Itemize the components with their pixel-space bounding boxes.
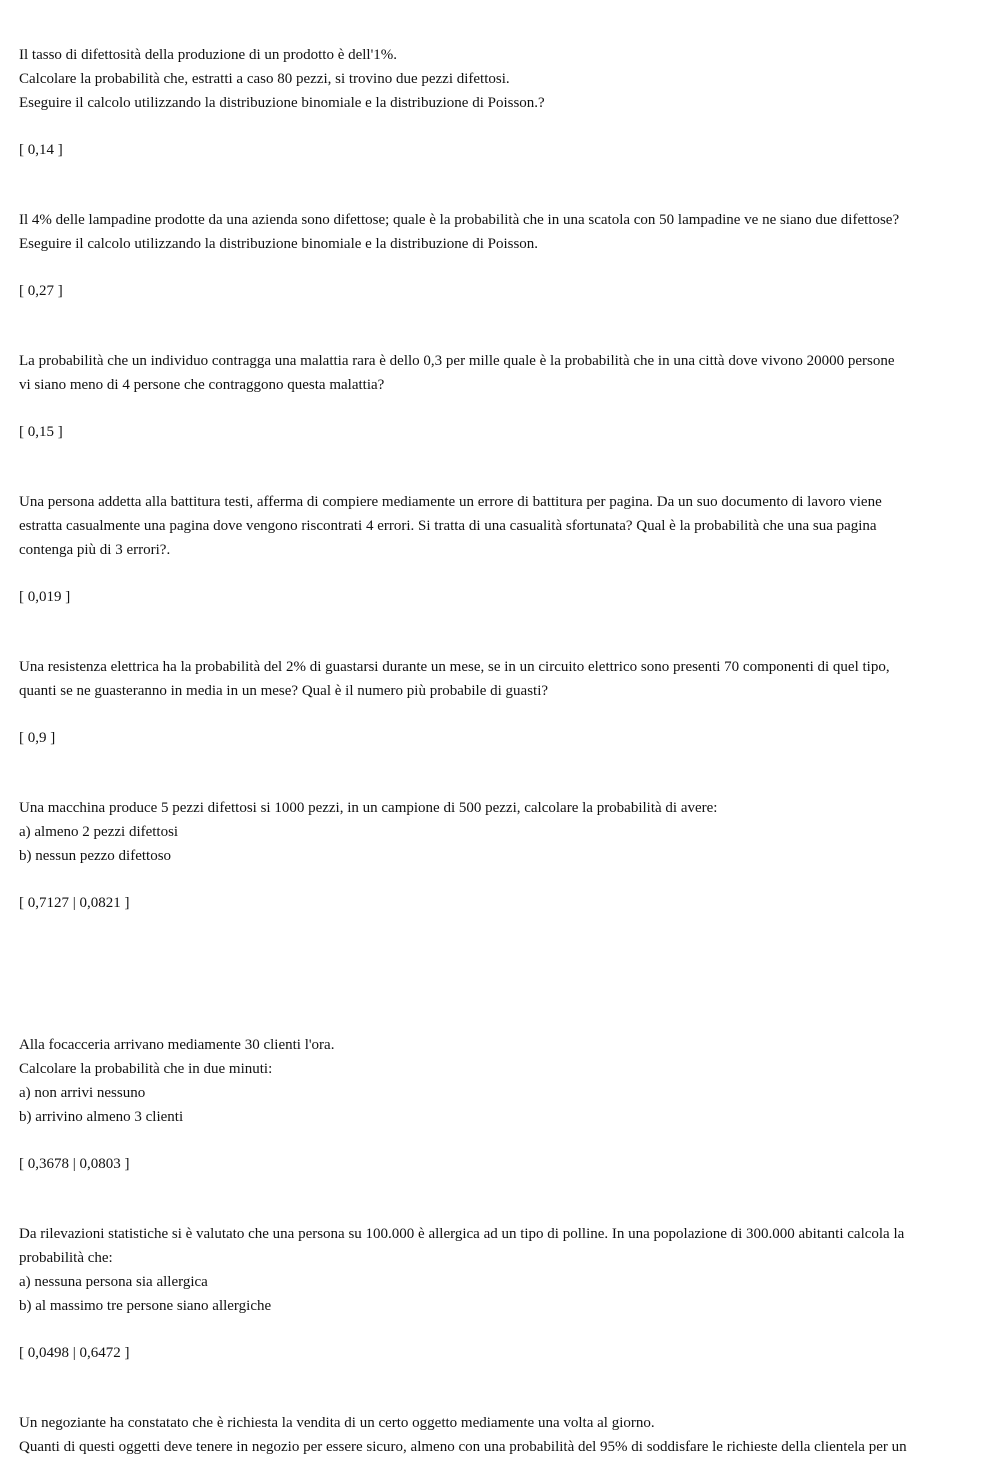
problem-text-line: Eseguire il calcolo utilizzando la distribuzione binomiale e la distribuzione di Poisson.? — [19, 95, 545, 111]
problem-answer: [ 0,3678 | 0,0803 ] — [19, 1156, 130, 1172]
problem-text-line: Una resistenza elettrica ha la probabilità del 2% di guastarsi durante un mese, se in un circuito elettrico sono presenti 70 componenti di quel tipo, — [19, 659, 890, 675]
problem-9 — [19, 1411, 969, 1459]
problem-8 — [19, 1222, 969, 1365]
problem-text-line: b) al massimo tre persone siano allergiche — [19, 1298, 272, 1314]
problem-text-line: La probabilità che un individuo contragga una malattia rara è dello 0,3 per mille quale è la probabilità che in una città dove vivono 20000 persone — [19, 353, 895, 369]
problem-answer: [ 0,14 ] — [19, 142, 63, 158]
problem-text-line: Calcolare la probabilità che in due minuti: — [19, 1061, 273, 1077]
problem-text-line: estratta casualmente una pagina dove vengono riscontrati 4 errori. Si tratta di una casualità sfortunata? Qual è la probabilità che una sua pagina — [19, 518, 877, 534]
problem-2 — [19, 208, 969, 303]
problem-6 — [19, 796, 969, 915]
problem-text-line: a) nessuna persona sia allergica — [19, 1274, 208, 1290]
problem-answer: [ 0,15 ] — [19, 424, 63, 440]
problem-answer: [ 0,019 ] — [19, 589, 71, 605]
spacer — [19, 303, 969, 349]
problem-7 — [19, 1033, 969, 1176]
problem-text-line: probabilità che: — [19, 1250, 113, 1266]
problem-text-line: vi siano meno di 4 persone che contraggono questa malattia? — [19, 377, 385, 393]
spacer — [19, 1176, 969, 1222]
problem-text-line: Calcolare la probabilità che, estratti a caso 80 pezzi, si trovino due pezzi difettosi. — [19, 71, 510, 87]
problem-4 — [19, 490, 969, 609]
problem-3 — [19, 349, 969, 444]
spacer — [19, 915, 969, 1033]
problem-text-line: Alla focacceria arrivano mediamente 30 clienti l'ora. — [19, 1037, 335, 1053]
spacer — [19, 444, 969, 490]
problem-text-line: Da rilevazioni statistiche si è valutato che una persona su 100.000 è allergica ad un tipo di polline. In una popolazione di 300.000 abitanti calcola la — [19, 1226, 905, 1242]
problem-answer: [ 0,9 ] — [19, 730, 56, 746]
problem-text-line: a) almeno 2 pezzi difettosi — [19, 824, 179, 840]
problem-text-line: Un negoziante ha constatato che è richiesta la vendita di un certo oggetto mediamente una volta al giorno. — [19, 1415, 655, 1431]
problem-text-line: b) nessun pezzo difettoso — [19, 848, 172, 864]
problem-text-line: b) arrivino almeno 3 clienti — [19, 1109, 184, 1125]
spacer — [19, 1365, 969, 1411]
problem-text-line: quanti se ne guasteranno in media in un mese? Qual è il numero più probabile di guasti? — [19, 683, 549, 699]
document-page — [19, 43, 969, 1459]
problem-text-line: Il 4% delle lampadine prodotte da una azienda sono difettose; quale è la probabilità che in una scatola con 50 lampadine ve ne siano due difettose? — [19, 212, 900, 228]
problem-text-line: contenga più di 3 errori?. — [19, 542, 171, 558]
problem-1 — [19, 43, 969, 162]
problem-text-line: a) non arrivi nessuno — [19, 1085, 146, 1101]
problem-text-line: Il tasso di difettosità della produzione di un prodotto è dell'1%. — [19, 47, 398, 63]
problem-answer: [ 0,0498 | 0,6472 ] — [19, 1345, 130, 1361]
problem-answer: [ 0,7127 | 0,0821 ] — [19, 895, 130, 911]
problem-text-line: Quanti di questi oggetti deve tenere in negozio per essere sicuro, almeno con una probabilità del 95% di soddisfare le richieste della clientela per un — [19, 1439, 907, 1455]
spacer — [19, 162, 969, 208]
problem-answer: [ 0,27 ] — [19, 283, 63, 299]
problem-text-line: Eseguire il calcolo utilizzando la distribuzione binomiale e la distribuzione di Poisson. — [19, 236, 539, 252]
spacer — [19, 609, 969, 655]
problem-5 — [19, 655, 969, 750]
spacer — [19, 750, 969, 796]
problem-text-line: Una macchina produce 5 pezzi difettosi si 1000 pezzi, in un campione di 500 pezzi, calcolare la probabilità di avere: — [19, 800, 718, 816]
problem-text-line: Una persona addetta alla battitura testi, afferma di compiere mediamente un errore di battitura per pagina. Da un suo documento di lavoro viene — [19, 494, 882, 510]
